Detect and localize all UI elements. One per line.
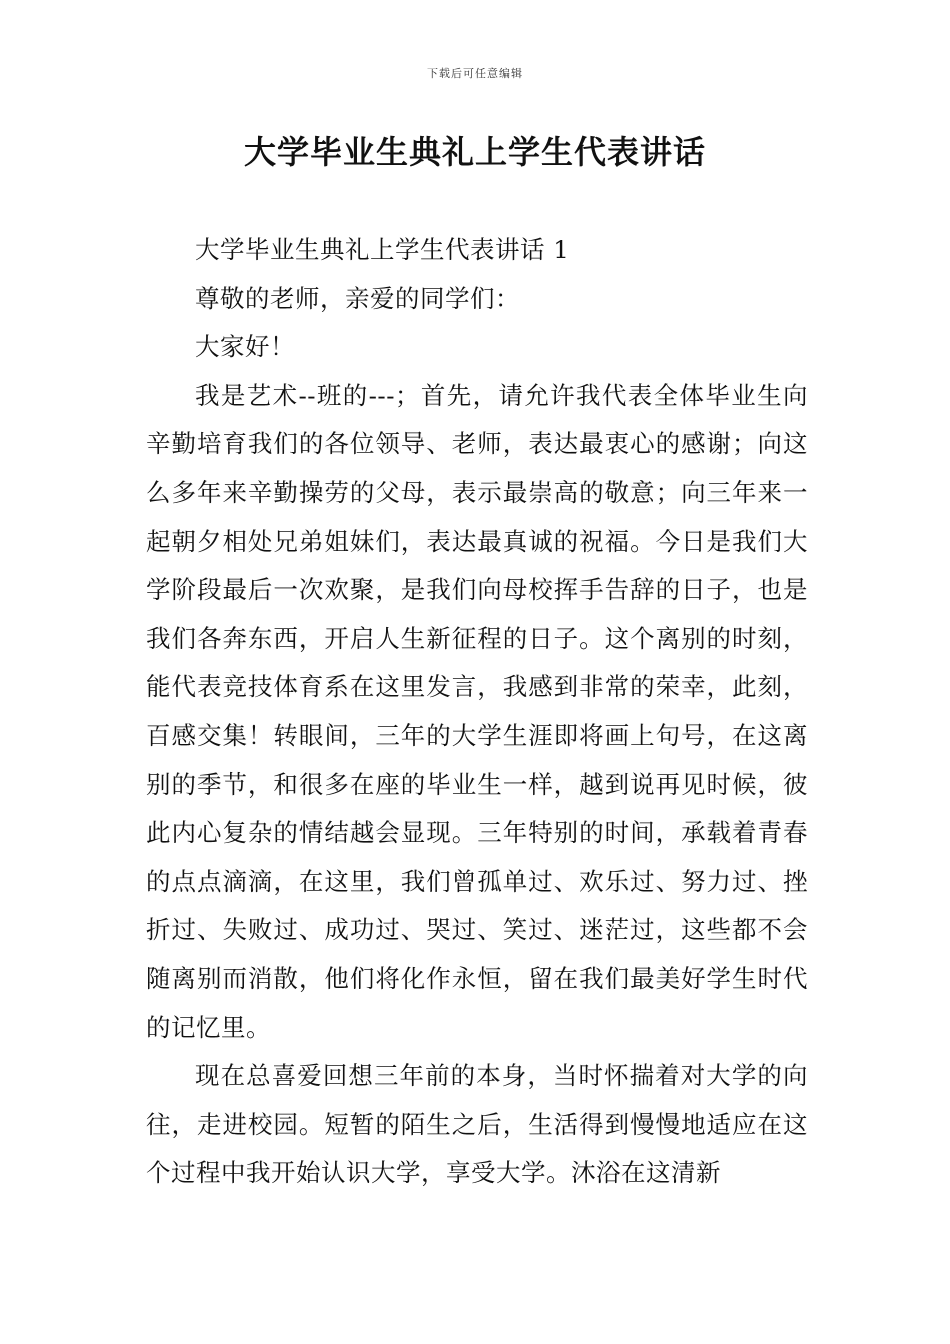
document-body <box>146 226 808 1198</box>
salutation: 尊敬的老师，亲爱的同学们： <box>195 283 520 313</box>
speech-subtitle: 大学毕业生典礼上学生代表讲话 1 <box>195 235 570 264</box>
body-paragraph: 我是艺术--班的---；首先，请允许我代表全体毕业生向辛勤培育我们的各位领导、老师，表达最衷心的感谢；向这么多年来辛勤操劳的父母，表示最崇高的敬意；向三年来一起朝夕相处兄弟姐妹们，表达最真诚的祝福。今日是我们大学阶段最后一次欢聚，是我们向母校挥手告辞的日子，也是我们各奔东西，开启人生新征程的日子。这个离别的时刻，能代表竞技体育系在这里发言，我感到非常的荣幸，此刻，百感交集！转眼间，三年的大学生涯即将画上句号，在这离别的季节，和很多在座的毕业生一样，越到说再见时候，彼此内心复杂的情结越会显现。三年特别的时间，承载着青春的点点滴滴，在这里，我们曾孤单过、欢乐过、努力过、挫折过、失败过、成功过、哭过、笑过、迷茫过，这些都不会随离别而消散，他们将化作永恒，留在我们最美好学生时代的记忆里。 <box>146 380 808 1042</box>
greeting: 大家好！ <box>195 332 295 362</box>
document-title: 大学毕业生典礼上学生代表讲话 <box>243 133 706 171</box>
body-paragraph: 现在总喜爱回想三年前的本身，当时怀揣着对大学的向往，走进校园。短暂的陌生之后，生活得到慢慢地适应在这个过程中我开始认识大学，享受大学。沐浴在这清新 <box>146 1061 808 1188</box>
header-note: 下载后可任意编辑 <box>427 67 523 80</box>
